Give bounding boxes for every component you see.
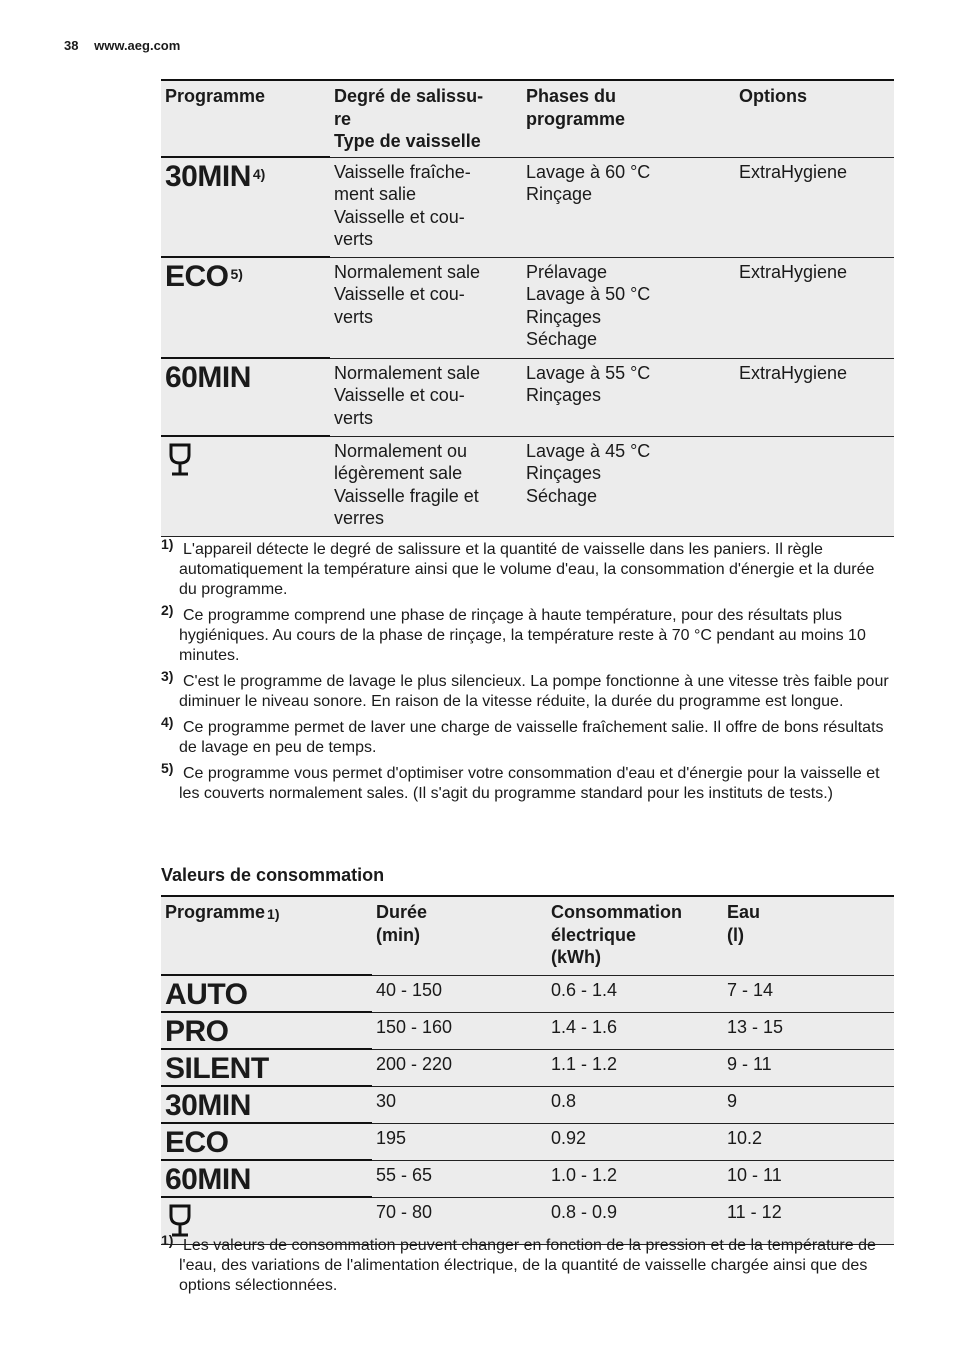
programme-cell xyxy=(161,436,330,537)
duree-cell: 195 xyxy=(372,1123,547,1160)
footnote-ref: 1) xyxy=(267,906,280,922)
table-header-row xyxy=(161,80,894,157)
footnote xyxy=(161,668,896,712)
table-row xyxy=(161,1123,894,1160)
site-url: www.aeg.com xyxy=(94,38,181,53)
col-header-programme-label: Programme xyxy=(165,902,266,922)
eau-cell: 9 xyxy=(723,1086,894,1123)
salissure-cell: Normalement sale Vaisselle et cou- verts xyxy=(330,358,522,436)
footnote-text: C'est le programme de lavage le plus silencieux. La pompe fonctionne à une vitesse très faible pour diminuer le niveau sonore. En raison de la vitesse réduite, la durée du programme est longue. xyxy=(179,673,889,710)
salissure-cell: Normalement ou légèrement sale Vaisselle fragile et verres xyxy=(330,436,522,537)
salissure-cell: Vaisselle fraîche- ment salie Vaisselle et cou- verts xyxy=(330,157,522,257)
programme-label: 30MIN xyxy=(165,1089,251,1122)
phases-cell: Prélavage Lavage à 50 °C Rinçages Séchage xyxy=(522,257,735,358)
table-row xyxy=(161,975,894,1012)
duree-cell: 55 - 65 xyxy=(372,1160,547,1197)
footnote xyxy=(161,1232,896,1296)
eau-cell: 9 - 11 xyxy=(723,1049,894,1086)
footnote-text: Ce programme comprend une phase de rinçage à haute température, pour des résultats plus hygiéniques. Au cours de la phase de rinçage, la température reste à 70 °C pendant au moins 10 minutes. xyxy=(179,607,866,664)
options-cell: ExtraHygiene xyxy=(735,257,894,358)
footnote-number: 5) xyxy=(161,760,174,776)
footnote-number: 3) xyxy=(161,668,174,684)
eau-cell: 10.2 xyxy=(723,1123,894,1160)
footnote-text: Ce programme permet de laver une charge de vaisselle fraîchement salie. Il offre de bons résultats de lavage en peu de temps. xyxy=(179,719,884,756)
footnote-number: 1) xyxy=(161,1232,174,1248)
footnote xyxy=(161,760,896,804)
duree-cell: 150 - 160 xyxy=(372,1012,547,1049)
conso-cell: 1.0 - 1.2 xyxy=(547,1160,723,1197)
table-row xyxy=(161,257,894,358)
options-cell: ExtraHygiene xyxy=(735,358,894,436)
page-number: 38 xyxy=(64,38,79,53)
footnote xyxy=(161,536,896,600)
table-row xyxy=(161,1086,894,1123)
conso-cell: 1.4 - 1.6 xyxy=(547,1012,723,1049)
footnote-ref: 4) xyxy=(252,166,266,182)
table-row xyxy=(161,358,894,436)
programme-label: 60MIN xyxy=(165,361,251,394)
footnotes xyxy=(161,1232,896,1302)
programme-label: SILENT xyxy=(165,1052,269,1085)
phases-cell: Lavage à 45 °C Rinçages Séchage xyxy=(522,436,735,537)
programme-cell xyxy=(161,1012,372,1049)
conso-cell: 1.1 - 1.2 xyxy=(547,1049,723,1086)
col-header-options: Options xyxy=(739,86,807,106)
col-header-programme xyxy=(161,896,372,975)
footnote xyxy=(161,602,896,666)
programme-table xyxy=(161,79,894,537)
programme-label: 60MIN xyxy=(165,1163,251,1196)
programme-cell xyxy=(161,157,330,257)
salissure-cell: Normalement sale Vaisselle et cou- verts xyxy=(330,257,522,358)
col-header-duree: Durée (min) xyxy=(376,902,428,945)
duree-cell: 30 xyxy=(372,1086,547,1123)
section-title: Valeurs de consommation xyxy=(161,865,385,885)
programme-cell xyxy=(161,257,330,358)
table-row xyxy=(161,1012,894,1049)
phases-cell: Lavage à 55 °C Rinçages xyxy=(522,358,735,436)
consumption-table xyxy=(161,895,894,1245)
footnote-text: L'appareil détecte le degré de salissure et la quantité de vaisselle dans les paniers. Il règle automatiquement la température ainsi que le volume d'eau, la consommation d'énergie et la durée du programme. xyxy=(179,541,875,598)
programme-cell xyxy=(161,1086,372,1123)
programme-label: ECO xyxy=(165,260,229,293)
duree-cell: 40 - 150 xyxy=(372,975,547,1012)
programme-label: 30MIN xyxy=(165,160,251,193)
footnote-number: 2) xyxy=(161,602,174,618)
programme-cell xyxy=(161,1049,372,1086)
footnote-number: 1) xyxy=(161,536,174,552)
footnotes xyxy=(161,536,896,810)
duree-cell: 70 - 80 xyxy=(372,1197,547,1244)
col-header-programme: Programme xyxy=(165,86,266,106)
footnote-number: 4) xyxy=(161,714,174,730)
footnote-text: Ce programme vous permet d'optimiser votre consommation d'eau et d'énergie pour la vaisselle et les couverts normalement sales. (Il s'agit du programme standard pour les instituts de tests.) xyxy=(179,765,880,802)
programme-label: PRO xyxy=(165,1015,229,1048)
programme-label: AUTO xyxy=(165,978,248,1011)
phases-cell: Lavage à 60 °C Rinçage xyxy=(522,157,735,257)
col-header-consommation: Consommation électrique (kWh) xyxy=(551,902,683,967)
programme-cell xyxy=(161,358,330,436)
col-header-eau: Eau (l) xyxy=(727,902,761,945)
conso-cell: 0.92 xyxy=(547,1123,723,1160)
eau-cell: 7 - 14 xyxy=(723,975,894,1012)
table-row xyxy=(161,157,894,257)
page-header xyxy=(64,38,180,53)
footnote xyxy=(161,714,896,758)
table-header-row xyxy=(161,896,894,975)
conso-cell: 0.8 - 0.9 xyxy=(547,1197,723,1244)
table-row xyxy=(161,436,894,537)
eau-cell: 13 - 15 xyxy=(723,1012,894,1049)
programme-label: ECO xyxy=(165,1126,229,1159)
conso-cell: 0.6 - 1.4 xyxy=(547,975,723,1012)
programme-cell xyxy=(161,1160,372,1197)
table-row xyxy=(161,1049,894,1086)
col-header-phases: Phases du programme xyxy=(526,86,626,129)
wine-glass-icon xyxy=(168,443,192,477)
options-cell xyxy=(735,436,894,537)
programme-cell xyxy=(161,1123,372,1160)
programme-cell xyxy=(161,975,372,1012)
col-header-salissure: Degré de salissu- re Type de vaisselle xyxy=(334,86,484,151)
table-row xyxy=(161,1160,894,1197)
footnote-ref: 5) xyxy=(230,266,243,282)
duree-cell: 200 - 220 xyxy=(372,1049,547,1086)
eau-cell: 10 - 11 xyxy=(723,1160,894,1197)
eau-cell: 11 - 12 xyxy=(723,1197,894,1244)
footnote-text: Les valeurs de consommation peuvent changer en fonction de la pression et de la température de l'eau, des variations de l'alimentation électrique, de la quantité de vaisselle chargée ainsi que des options sélectionnées. xyxy=(179,1237,876,1294)
conso-cell: 0.8 xyxy=(547,1086,723,1123)
options-cell: ExtraHygiene xyxy=(735,157,894,257)
